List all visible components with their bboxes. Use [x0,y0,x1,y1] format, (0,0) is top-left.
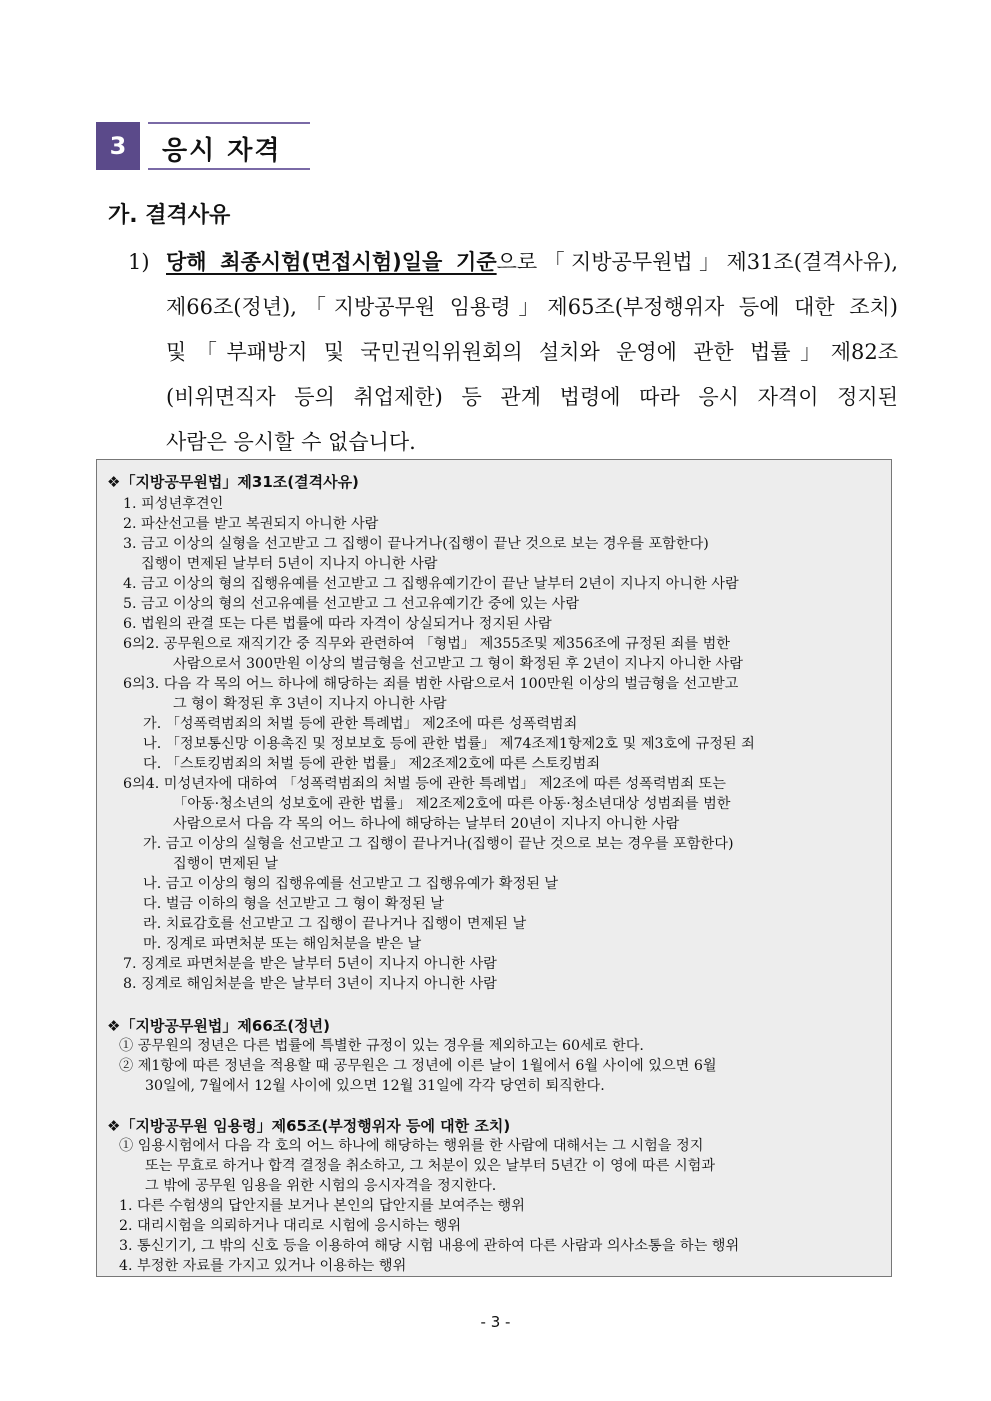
section-title-frame [148,122,310,170]
law65-line: 1. 다른 수험생의 답안지를 보거나 본인의 답안지를 보여주는 행위 [119,1198,525,1214]
paragraph-line-1 [166,240,898,285]
law31-line: 라. 치료감호를 선고받고 그 집행이 끝나거나 집행이 면제된 날 [143,916,527,932]
law66-line: ② 제1항에 따른 정년을 적용할 때 공무원은 그 정년에 이른 날이 1월에서 6월 사이에 있으면 6월 [119,1058,717,1074]
subheading: 가. 결격사유 [108,203,231,228]
paragraph-line-5: 사람은 응시할 수 없습니다. [166,430,416,454]
page-number: - 3 - [480,1313,511,1331]
law65-line: 또는 무효로 하거나 합격 결정을 취소하고, 그 처분이 있은 날부터 5년간 이 영에 따른 시험과 [145,1158,716,1174]
law65-line: 4. 부정한 자료를 가지고 있거나 이용하는 행위 [119,1258,407,1274]
law31-line: 그 형이 확정된 후 3년이 지나지 아니한 사람 [173,696,447,712]
section-title: 응시 자격 [162,136,282,166]
law31-title: ❖「지방공무원법」제31조(결격사유) [107,473,359,491]
eligibility-paragraph [128,240,898,465]
law31-line: 2. 파산선고를 받고 복권되지 아니한 사람 [123,516,379,532]
law31-line: 가. 금고 이상의 실형을 선고받고 그 집행이 끝나거나(집행이 끝난 것으로 보는 경우를 포함한다) [143,836,734,852]
paragraph-number: 1) [128,250,150,274]
section-header [96,122,310,170]
law31-line: 다. 벌금 이하의 형을 선고받고 그 형이 확정된 날 [143,896,444,912]
law-excerpt-box [96,459,892,1277]
law31-line: 사람으로서 300만원 이상의 벌금형을 선고받고 그 형이 확정된 후 2년이 지나지 아니한 사람 [173,656,743,672]
paragraph-line-3: 및「부패방지 및 국민권익위원회의 설치와 운영에 관한 법률」제82조 [166,340,898,364]
law31-line: 마. 징계로 파면처분 또는 해임처분을 받은 날 [143,936,422,952]
law31-line: 7. 징계로 파면처분을 받은 날부터 5년이 지나지 아니한 사람 [123,956,497,972]
law31-line: 5. 금고 이상의 형의 선고유예를 선고받고 그 선고유예기간 중에 있는 사람 [123,596,580,612]
paragraph-body [166,240,898,465]
paragraph-line-1-rest: 으로「지방공무원법」제31조(결격사유), [496,250,898,274]
law31-line: 나. 「정보통신망 이용촉진 및 정보보호 등에 관한 법률」 제74조제1항제2호 및 제3호에 규정된 죄 [143,736,755,752]
law31-line: 사람으로서 다음 각 목의 어느 하나에 해당하는 날부터 20년이 지나지 아니한 사람 [173,816,680,832]
paragraph-line-4: (비위면직자 등의 취업제한) 등 관계 법령에 따라 응시 자격이 정지된 [166,385,898,409]
law31-line: 4. 금고 이상의 형의 집행유예를 선고받고 그 집행유예기간이 끝난 날부터 2년이 지나지 아니한 사람 [123,576,739,592]
law31-line: 「아동·청소년의 성보호에 관한 법률」 제2조제2호에 따른 아동·청소년대상 성범죄를 범한 [173,796,731,812]
law65-title: ❖「지방공무원 임용령」제65조(부정행위자 등에 대한 조치) [107,1117,511,1135]
law31-line: 6. 법원의 관결 또는 다른 법률에 따라 자격이 상실되거나 정지된 사람 [123,616,552,632]
law65-line: ① 임용시험에서 다음 각 호의 어느 하나에 해당하는 행위를 한 사람에 대해서는 그 시험을 정지 [119,1138,704,1154]
law31-line: 다. 「스토킹범죄의 처벌 등에 관한 법률」 제2조제2호에 따른 스토킹범죄 [143,756,601,772]
paragraph-emphasis: 당해 최종시험(면접시험)일을 기준 [166,250,497,274]
law31-line: 3. 금고 이상의 실형을 선고받고 그 집행이 끝나거나(집행이 끝난 것으로 보는 경우를 포함한다) [123,536,709,552]
law31-line: 집행이 면제된 날부터 5년이 지나지 아니한 사람 [141,556,438,572]
law31-line: 1. 피성년후견인 [123,496,224,512]
law66-line: 30일에, 7월에서 12월 사이에 있으면 12월 31일에 각각 당연히 퇴직한다. [145,1078,605,1094]
law31-line: 나. 금고 이상의 형의 집행유예를 선고받고 그 집행유예가 확정된 날 [143,876,559,892]
law31-line: 6의4. 미성년자에 대하여 「성폭력범죄의 처벌 등에 관한 특례법」 제2조에 따른 성폭력범죄 또는 [123,776,726,792]
law66-line: ① 공무원의 정년은 다른 법률에 특별한 규정이 있는 경우를 제외하고는 60세로 한다. [119,1038,644,1054]
law31-line: 6의2. 공무원으로 재직기간 중 직무와 관련하여 「형법」 제355조및 제356조에 규정된 죄를 범한 [123,636,730,652]
law65-line: 2. 대리시험을 의뢰하거나 대리로 시험에 응시하는 행위 [119,1218,462,1234]
law65-line: 그 밖에 공무원 임용을 위한 시험의 응시자격을 정지한다. [145,1178,497,1194]
law65-line: 3. 통신기기, 그 밖의 신호 등을 이용하여 해당 시험 내용에 관하여 다른 사람과 의사소통을 하는 행위 [119,1238,740,1254]
section-number-badge: 3 [96,122,140,170]
law31-line: 집행이 면제된 날 [173,856,278,872]
law66-title: ❖「지방공무원법」제66조(정년) [107,1017,330,1035]
law31-line: 가. 「성폭력범죄의 처벌 등에 관한 특례법」 제2조에 따른 성폭력범죄 [143,716,578,732]
paragraph-line-2: 제66조(정년),「지방공무원 임용령」제65조(부정행위자 등에 대한 조치) [166,295,898,319]
law31-line: 6의3. 다음 각 목의 어느 하나에 해당하는 죄를 범한 사람으로서 100만원 이상의 벌금형을 선고받고 [123,676,739,692]
law31-line: 8. 징계로 해임처분을 받은 날부터 3년이 지나지 아니한 사람 [123,976,497,992]
